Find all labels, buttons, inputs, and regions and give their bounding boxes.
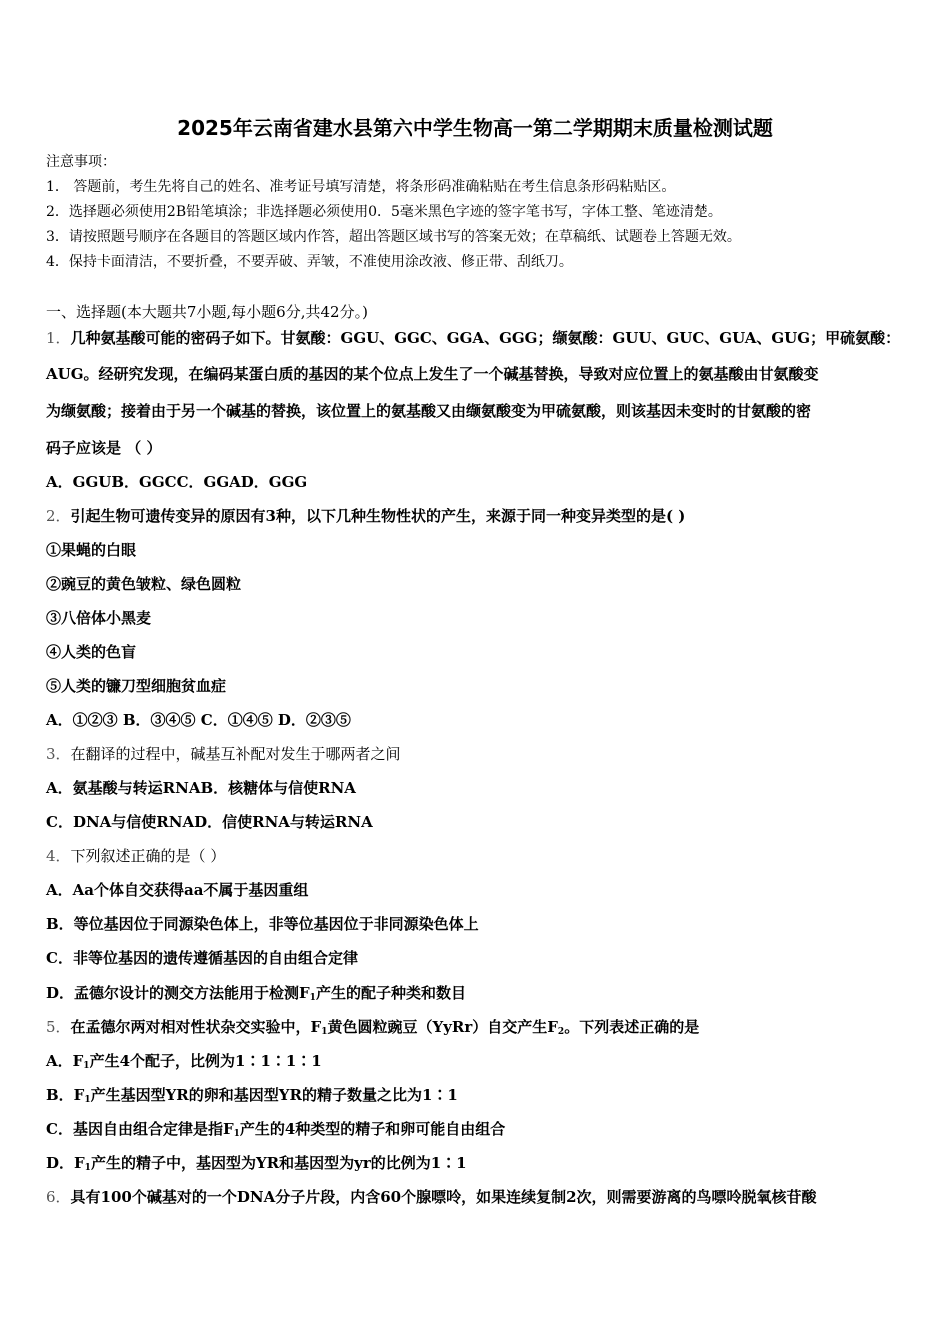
question-4-option-c: C．非等位基因的遗传遵循基因的自由组合定律 [46,949,358,967]
question-1-options: A．GGUB．GGCC．GGAD．GGG [46,473,308,491]
question-4-number: 4． [46,847,71,865]
question-3-stem: 3．在翻译的过程中，碱基互补配对发生于哪两者之间 [46,745,401,763]
question-1-line-1: 1．几种氨基酸可能的密码子如下。甘氨酸：GGU、GGC、GGA、GGG；缬氨酸：GUU、GUC、GUA、GUG；甲硫氨酸： [46,329,901,347]
question-6-number: 6． [46,1188,71,1206]
question-1-line-3: 为缬氨酸；接着由于另一个碱基的替换，该位置上的氨基酸又由缬氨酸变为甲硫氨酸，则该基因未变时的甘氨酸的密 [46,402,812,420]
question-2-stem: 2．引起生物可遗传变异的原因有3种，以下几种生物性状的产生，来源于同一种变异类型的是( ) [46,507,686,525]
question-2-item-3: ③八倍体小黑麦 [46,609,152,627]
question-5-stem: 5．在孟德尔两对相对性状杂交实验中，$F_1$黄色圆粒豌豆（YyRr）自交产生$F_2$。下列表述正确的是 [46,1018,700,1037]
question-5-number: 5． [46,1018,71,1036]
question-2-item-5: ⑤人类的镰刀型细胞贫血症 [46,677,227,695]
question-4-option-d: D．孟德尔设计的测交方法能用于检测$F_1$产生的配子种类和数目 [46,984,466,1003]
section-heading: 一、选择题(本大题共7小题,每小题6分,共42分。) [46,303,368,321]
question-5-option-a: A．$F_1$产生4个配子，比例为1∶1∶1∶1 [46,1052,322,1071]
question-4-option-b: B．等位基因位于同源染色体上，非等位基因位于非同源染色体上 [46,915,479,933]
question-2-options: A．①②③ B．③④⑤ C．①④⑤ D．②③⑤ [46,711,351,729]
notice-item-4: 4．保持卡面清洁，不要折叠，不要弄破、弄皱，不准使用涂改液、修正带、刮纸刀。 [46,254,573,270]
page-title: 2025年云南省建水县第六中学生物高一第二学期期末质量检测试题 [177,116,773,140]
question-6-stem: 6．具有100个碱基对的一个DNA分子片段，内含60个腺嘌呤，如果连续复制2次，则需要游离的鸟嘌呤脱氧核苷酸 [46,1188,817,1206]
question-3-options-2: C．DNA与信使RNAD．信使RNA与转运RNA [46,813,373,831]
question-4-option-a: A．Aa个体自交获得aa不属于基因重组 [46,881,309,899]
question-5-option-b: B．$F_1$产生基因型YR的卵和基因型YR的精子数量之比为1∶1 [46,1086,458,1105]
question-2-item-1: ①果蝇的白眼 [46,541,137,559]
question-5-option-c: C．基因自由组合定律是指$F_1$产生的4种类型的精子和卵可能自由组合 [46,1120,506,1139]
question-2-item-4: ④人类的色盲 [46,643,137,661]
question-1-line-2: AUG。经研究发现，在编码某蛋白质的基因的某个位点上发生了一个碱基替换，导致对应位置上的氨基酸由甘氨酸变 [46,365,819,383]
notice-item-2: 2．选择题必须使用2B铅笔填涂；非选择题必须使用0．5毫米黑色字迹的签字笔书写，字体工整、笔迹清楚。 [46,204,722,220]
notice-item-1: 1． 答题前，考生先将自己的姓名、准考证号填写清楚，将条形码准确粘贴在考生信息条形码粘贴区。 [46,179,676,195]
question-2-number: 2． [46,507,71,525]
question-1-number: 1． [46,329,71,347]
question-2-item-2: ②豌豆的黄色皱粒、绿色圆粒 [46,575,242,593]
question-5-option-d: D．$F_1$产生的精子中，基因型为YR和基因型为yr的比例为1∶1 [46,1154,467,1173]
question-4-stem: 4．下列叙述正确的是（ ） [46,847,226,865]
question-3-number: 3． [46,745,71,763]
notice-item-3: 3．请按照题号顺序在各题目的答题区域内作答，超出答题区域书写的答案无效；在草稿纸、试题卷上答题无效。 [46,229,741,245]
question-3-options-1: A．氨基酸与转运RNAB．核糖体与信使RNA [46,779,356,797]
notice-heading: 注意事项： [46,154,116,170]
question-1-line-4: 码子应该是 （ ） [46,439,162,457]
